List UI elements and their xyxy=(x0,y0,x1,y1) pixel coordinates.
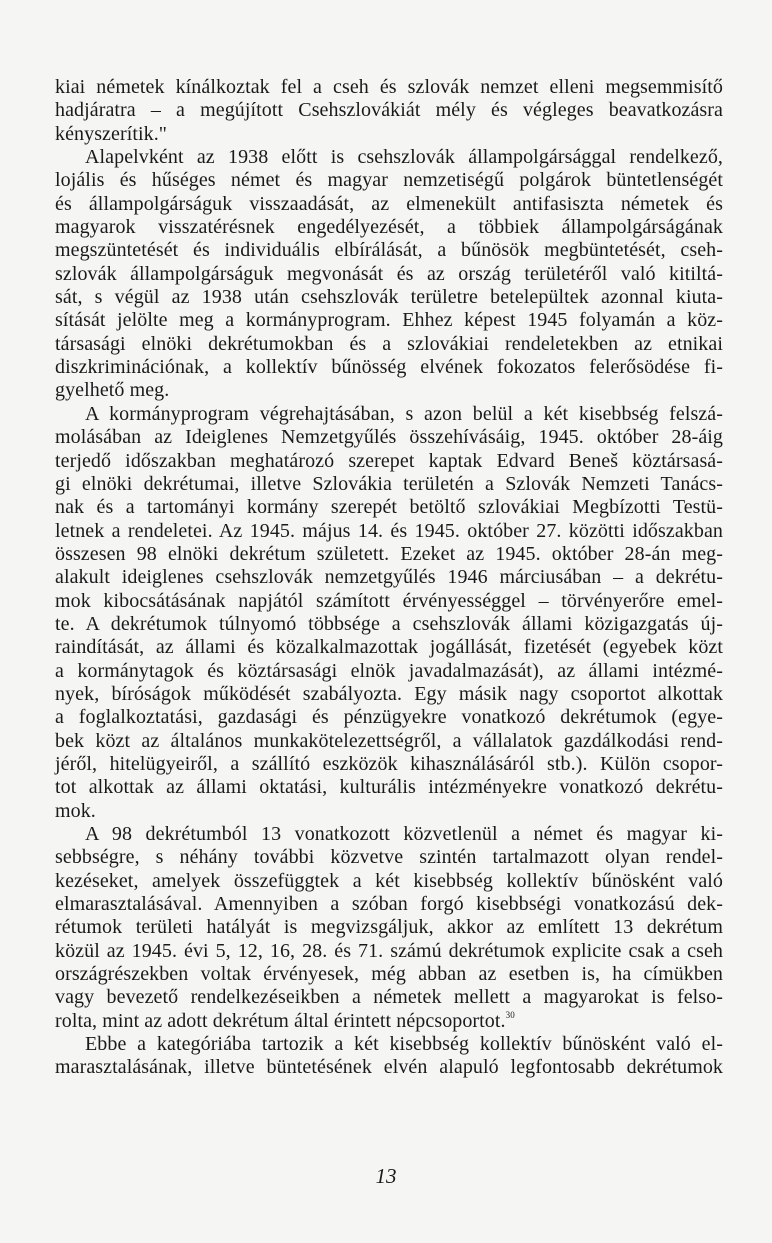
body-text xyxy=(55,76,723,1080)
text-line xyxy=(55,660,723,683)
text-line-content: összesen 98 elnöki dekrétum született. Ezeket az 1945. október 28-án meg- xyxy=(55,542,723,565)
text-line-content: és állampolgárságuk visszaadását, az elmenekült antifasiszta németek és xyxy=(55,192,723,215)
text-line xyxy=(55,753,723,776)
text-line xyxy=(55,520,723,543)
text-line xyxy=(55,99,723,122)
text-line-content: a kormánytagok és köztársasági elnök javadalmazását), az állami intézmé- xyxy=(55,659,723,682)
text-line-content: terjedő időszakban meghatározó szerepet kaptak Edvard Beneš köztársasá- xyxy=(55,449,723,472)
text-line-content: vagy bevezető rendelkezéseikben a németek mellett a magyarokat is felso- xyxy=(55,986,723,1009)
text-line xyxy=(55,846,723,869)
text-line xyxy=(55,76,723,99)
text-line-content: diszkriminációnak, a kollektív bűnösség elvének fokozatos felerősödése fi- xyxy=(55,356,723,379)
text-line xyxy=(55,146,723,169)
text-line-content: jéről, hitelügyeiről, a szállító eszközök kihasználásáról stb.). Külön csopor- xyxy=(55,752,723,775)
page-number: 13 xyxy=(375,1164,397,1188)
text-line xyxy=(55,1056,723,1079)
text-line-content: mok kibocsátásának napjától számított érvényességgel – törvényerőre emel- xyxy=(55,589,723,612)
text-line xyxy=(55,123,723,146)
text-line-content: szlovák állampolgárságuk megvonását és az ország területéről való kitiltá- xyxy=(55,262,723,285)
text-line-content: rétumok területi hatályát is megvizsgáljuk, akkor az említett 13 dekrétum xyxy=(55,916,723,939)
text-line-content: hadjáratra – a megújított Csehszlovákiát mély és végleges beavatkozásra xyxy=(55,99,723,122)
text-line-content: közül az 1945. évi 5, 12, 16, 28. és 71. számú dekrétumok explicite csak a cseh xyxy=(55,939,723,962)
text-line-content: sát, s végül az 1938 után csehszlovák területre betelepültek azonnal kiuta- xyxy=(55,286,723,309)
text-line xyxy=(55,940,723,963)
text-line-content: Alapelvként az 1938 előtt is csehszlovák állampolgársággal rendelkező, xyxy=(85,146,723,169)
text-line-content: gyelhető meg. xyxy=(55,379,170,402)
text-line xyxy=(55,379,723,402)
text-line xyxy=(55,916,723,939)
footnote-reference[interactable]: 30 xyxy=(505,1009,515,1020)
text-line-content: megszüntetését és individuális elbírálását, a bűnösök megbüntetését, cseh- xyxy=(55,239,723,262)
text-line xyxy=(55,986,723,1009)
text-line-content: magyarok visszatérésnek engedélyezését, a többiek állampolgárságának xyxy=(55,216,723,239)
text-line-content: bek közt az általános munkakötelezettségről, a vállalatok gazdálkodási rend- xyxy=(55,729,723,752)
text-line-content: molásában az Ideiglenes Nemzetgyűlés összehívásáig, 1945. október 28-áig xyxy=(55,426,723,449)
text-line-content: nak és a tartományi kormány szerepét betöltő szlovákiai Megbízotti Testü- xyxy=(55,496,723,519)
text-line-content: tot alkottak az állami oktatási, kulturális intézményekre vonatkozó dekrétu- xyxy=(55,776,723,799)
text-line-content: a foglalkoztatási, gazdasági és pénzügyekre vonatkozó dekrétumok (egye- xyxy=(55,706,723,729)
text-line xyxy=(55,193,723,216)
text-line xyxy=(55,566,723,589)
text-line-content: alakult ideiglenes csehszlovák nemzetgyűlés 1946 márciusában – a dekrétu- xyxy=(55,566,723,589)
text-line-content: lojális és hűséges német és magyar nemzetiségű polgárok büntetlenségét xyxy=(55,169,723,192)
text-line-content: országrészekben voltak érvényesek, még abban az esetben is, ha címükben xyxy=(55,963,723,986)
text-line xyxy=(55,496,723,519)
text-line xyxy=(55,730,723,753)
text-line-content: A kormányprogram végrehajtásában, s azon belül a két kisebbség felszá- xyxy=(85,402,723,425)
text-line-content: letnek a rendeletei. Az 1945. május 14. és 1945. október 27. közötti időszakban xyxy=(55,519,723,542)
text-line-content: kényszerítik." xyxy=(55,122,168,145)
text-line-content: rolta, mint az adott dekrétum által érintett népcsoportot. xyxy=(55,1009,506,1032)
text-line xyxy=(55,823,723,846)
text-line xyxy=(55,356,723,379)
text-line xyxy=(55,776,723,799)
text-line-content: kezéseket, amelyek összefüggtek a két kisebbség kollektív bűnösként való xyxy=(55,869,723,892)
text-line-content: Ebbe a kategóriába tartozik a két kisebbség kollektív bűnösként való el- xyxy=(85,1033,723,1056)
text-line xyxy=(55,169,723,192)
text-line xyxy=(55,636,723,659)
text-line-content: nyek, bíróságok működését szabályozta. Egy másik nagy csoportot alkottak xyxy=(55,682,723,705)
text-line xyxy=(55,706,723,729)
text-line-content: kiai németek kínálkoztak fel a cseh és szlovák nemzet elleni megsemmisítő xyxy=(55,76,723,98)
text-line xyxy=(55,1033,723,1056)
text-line xyxy=(55,473,723,496)
text-line-content: sebbségre, s néhány további közvetve szintén tartalmazott olyan rendel- xyxy=(55,846,723,869)
text-line-content: marasztalásának, illetve büntetésének elvén alapuló legfontosabb dekrétumok xyxy=(55,1056,723,1079)
text-line-content: sítását jelölte meg a kormányprogram. Ehhez képest 1945 folyamán a köz- xyxy=(55,309,723,332)
text-line xyxy=(55,613,723,636)
text-line xyxy=(55,893,723,916)
text-line xyxy=(55,286,723,309)
text-line-content: A 98 dekrétumból 13 vonatkozott közvetlenül a német és magyar ki- xyxy=(85,823,723,845)
text-line xyxy=(55,870,723,893)
text-line xyxy=(55,800,723,823)
text-line xyxy=(55,1010,723,1033)
text-line-content: társasági elnöki dekrétumokban és a szlovákiai rendeletekben az etnikai xyxy=(55,332,723,355)
text-line-content: te. A dekrétumok túlnyomó többsége a csehszlovák állami közigazgatás új- xyxy=(55,612,723,635)
text-line xyxy=(55,590,723,613)
text-line xyxy=(55,239,723,262)
text-line xyxy=(55,963,723,986)
text-line xyxy=(55,450,723,473)
text-line xyxy=(55,333,723,356)
text-line xyxy=(55,263,723,286)
text-line xyxy=(55,309,723,332)
text-line-content: elmarasztalásával. Amennyiben a szóban forgó kisebbségi vonatkozású dek- xyxy=(55,893,723,916)
text-line xyxy=(55,683,723,706)
text-line-content: raindítását, az állami és közalkalmazottak jogállását, fizetését (egyebek közt xyxy=(55,636,723,659)
text-line-content: gi elnöki dekrétumai, illetve Szlovákia területén a Szlovák Nemzeti Tanács- xyxy=(55,472,723,495)
text-line-content: mok. xyxy=(55,799,96,822)
text-line xyxy=(55,543,723,566)
text-line xyxy=(55,403,723,426)
text-line xyxy=(55,216,723,239)
text-line xyxy=(55,426,723,449)
